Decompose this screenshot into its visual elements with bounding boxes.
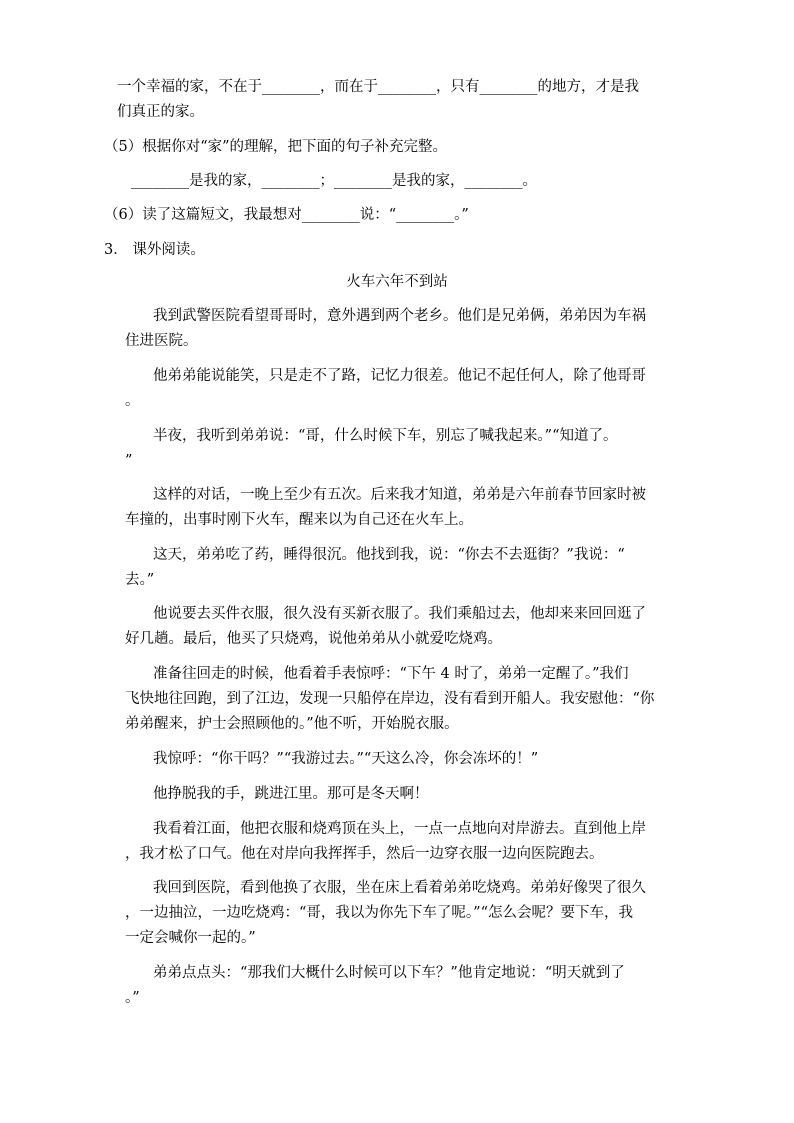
question-5: （5）根据你对“家”的理解，把下面的句子补充完整。 [104,139,448,155]
paragraph-line: 。 [125,393,140,409]
section-heading: 3． 课外阅读。 [104,242,205,258]
text-line: 们真正的家。 [117,104,204,120]
paragraph-line: 这天，弟弟吃了药，睡得很沉。他找到我，说：“你去不去逛街？”我说：“ [153,547,625,563]
paragraph-line: 去。” [125,572,155,588]
paragraph-line: 弟弟点点头：“那我们大概什么时候可以下车？”他肯定地说：“明天就到了 [153,965,625,981]
paragraph-line: 我看着江面，他把衣服和烧鸡顶在头上，一点一点地向对岸游去。直到他上岸 [153,821,646,837]
question-6: （6）读了这篇短文，我最想对________说：“________。” [104,207,469,223]
paragraph-line: 车撞的，出事时刚下火车，醒来以为自己还在火车上。 [125,512,473,528]
paragraph-line: 准备往回走的时候，他看着手表惊呼：“下午 4 时了，弟弟一定醒了。”我们 [153,666,629,682]
paragraph-line: 住进医院。 [125,333,198,349]
fill-in-line: ________是我的家，________；________是我的家，________。 [131,173,537,189]
paragraph-line: 他说要去买件衣服，很久没有买新衣服了。我们乘船过去，他却来来回回逛了 [153,606,646,622]
paragraph-line: 我回到医院，看到他换了衣服，坐在床上看着弟弟吃烧鸡。弟弟好像哭了很久 [153,880,646,896]
paragraph-line: 我惊呼：“你干吗？”“我游过去。”“天这么冷，你会冻坏的！” [153,751,539,767]
paragraph-line: 他弟弟能说能笑，只是走不了路，记忆力很差。他记不起任何人，除了他哥哥 [153,368,646,384]
paragraph-line: 他挣脱我的手，跳进江里。那可是冬天啊！ [153,786,429,802]
paragraph-line: 半夜，我听到弟弟说：“哥，什么时候下车，别忘了喊我起来。”“知道了。 [153,428,618,444]
paragraph-line: 这样的对话，一晚上至少有五次。后来我才知道，弟弟是六年前春节回家时被 [153,487,646,503]
paragraph-line: 。” [125,990,140,1006]
paragraph-line: 飞快地往回跑，到了江边，发现一只船停在岸边，没有看到开船人。我安慰他：“你 [125,691,655,707]
paragraph-line: ，我才松了口气。他在对岸向我挥挥手，然后一边穿衣服一边向医院跑去。 [125,846,604,862]
paragraph-line: 一定会喊你一起的。” [125,930,256,946]
paragraph-line: ” [125,453,133,469]
text-line: 一个幸福的家，不在于________，而在于________，只有________的地方，才是我 [117,79,639,95]
paragraph-line: ，一边抽泣，一边吃烧鸡：“哥，我以为你先下车了呢。”“怎么会呢？要下车，我 [125,905,633,921]
paragraph-line: 好几趟。最后，他买了只烧鸡，说他弟弟从小就爱吃烧鸡。 [125,631,502,647]
paragraph-line: 我到武警医院看望哥哥时，意外遇到两个老乡。他们是兄弟俩，弟弟因为车祸 [153,308,646,324]
paragraph-line: 弟弟醒来，护士会照顾他的。”他不听，开始脱衣服。 [125,716,459,732]
article-title: 火车六年不到站 [346,274,448,290]
